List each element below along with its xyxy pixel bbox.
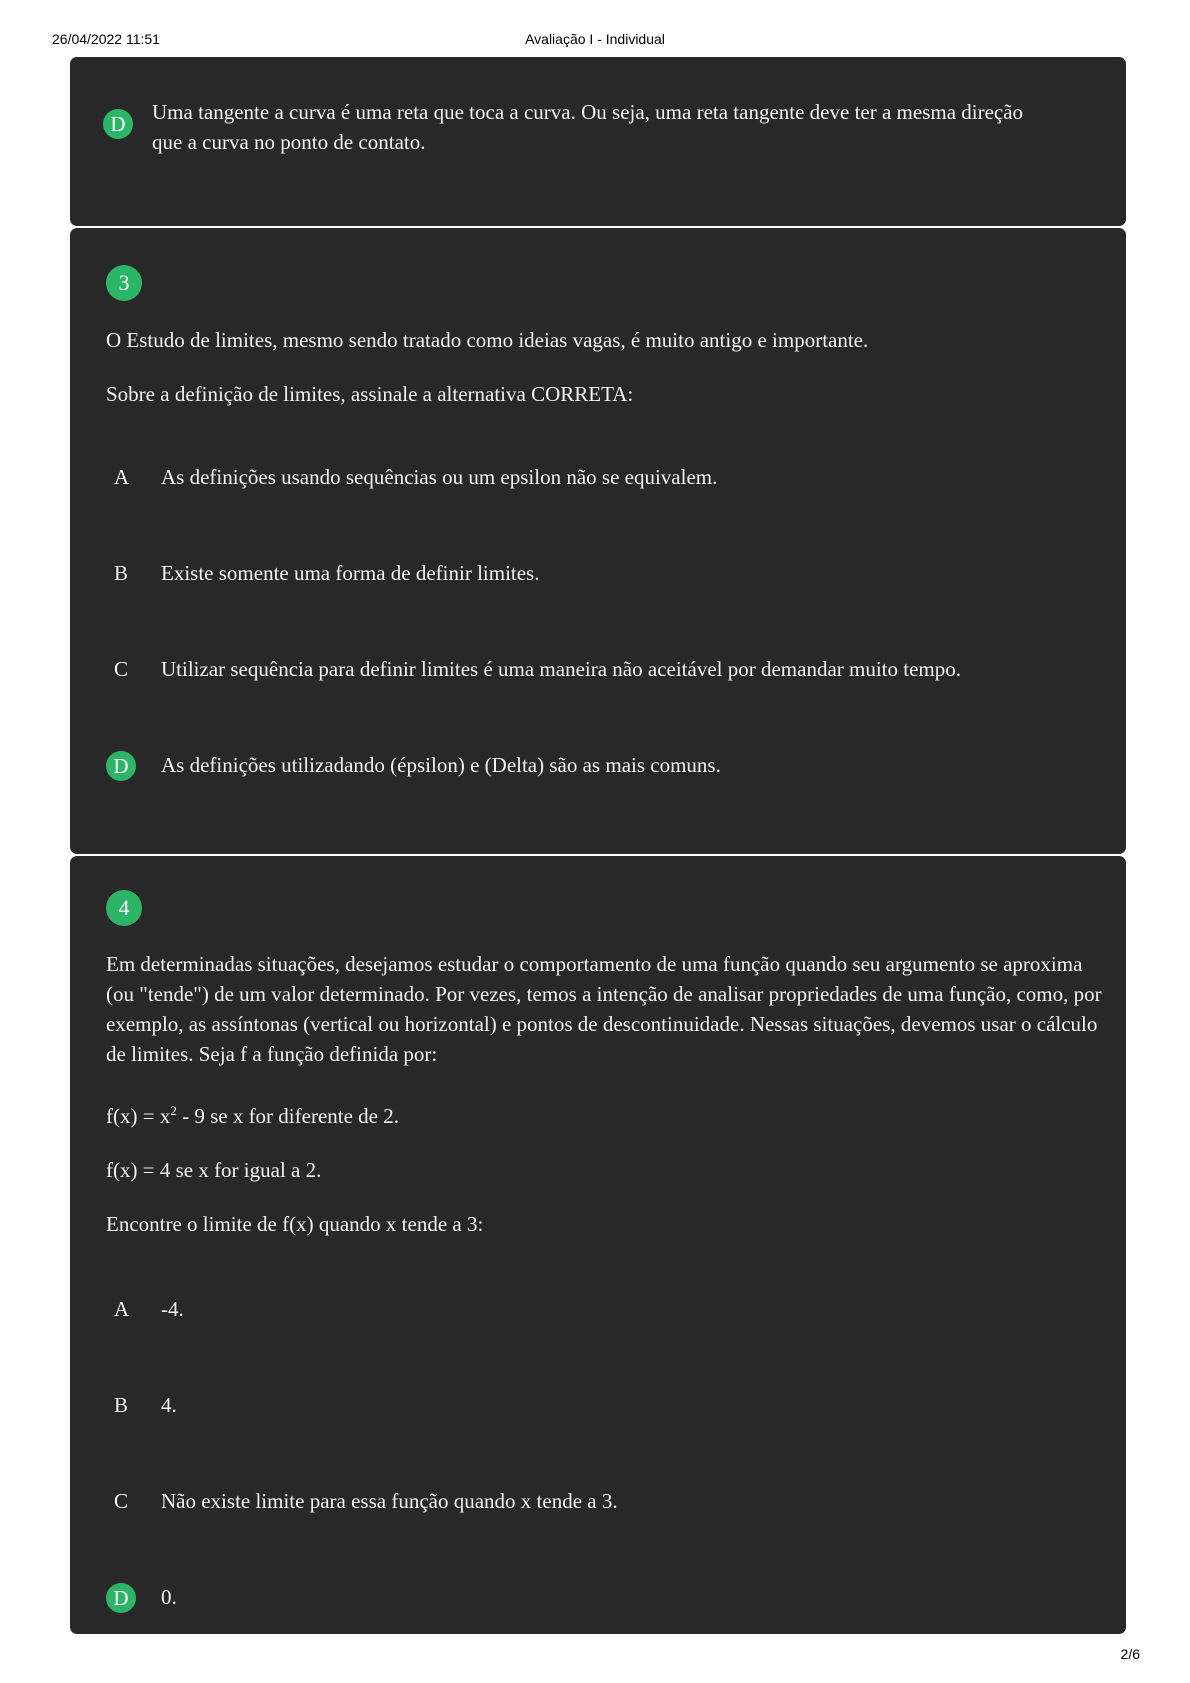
equation-2: f(x) = 4 se x for igual a 2. [106,1158,322,1182]
question-4-card [70,856,1126,1634]
print-title: Avaliação I - Individual [525,31,665,47]
option-text: -4. [161,1297,184,1321]
option-letter: B [114,561,129,585]
question-prompt: Sobre a definição de limites, assinale a alternativa CORRETA: [106,382,634,406]
option-text: Utilizar sequência para definir limites é uma maneira não aceitável por demandar muito tempo. [161,657,962,681]
option-letter: C [114,1489,129,1513]
option-text: Existe somente uma forma de definir limites. [161,561,540,585]
option-text: As definições usando sequências ou um epsilon não se equivalem. [161,465,718,489]
question-statement: O Estudo de limites, mesmo sendo tratado como ideias vagas, é muito antigo e importante. [106,328,869,352]
equation-1 [106,1101,1096,1131]
print-date: 26/04/2022 11:51 [52,31,160,47]
question-number-badge: 4 [106,890,142,926]
equation-1-exponent: 2 [170,1103,177,1118]
option-d-text: Uma tangente a curva é uma reta que toca a curva. Ou seja, uma reta tangente deve ter a mesma direção que a curva no ponto de contato. [152,100,1024,154]
selected-option-badge: D [106,751,136,781]
equation-1-prefix: f(x) = x [106,1104,171,1128]
option-text: Não existe limite para essa função quando x tende a 3. [161,1489,618,1513]
option-text: 4. [161,1393,177,1417]
option-letter: B [114,1393,129,1417]
option-text: 0. [161,1585,177,1609]
question-statement: Em determinadas situações, desejamos estudar o comportamento de uma função quando seu argumento se aproxima (ou "tende") de um valor determinado. Por vezes, temos a intenção de analisar propriedades de uma função, como, por exemplo, as assíntonas (vertical ou horizontal) e pontos de descontinuidade. Nessas situações, devemos usar o cálculo de limites. Seja f a função definida por: [106,952,1102,1066]
question-prompt: Encontre o limite de f(x) quando x tende a 3: [106,1212,484,1236]
option-letter: A [114,1297,130,1321]
option-letter: C [114,657,129,681]
question-3-card [70,228,1126,854]
question-2-continuation-card [70,57,1126,226]
option-letter: A [114,465,130,489]
question-number-badge: 3 [106,265,142,301]
page-number: 2/6 [1120,1646,1140,1662]
selected-answer-badge[interactable]: D [103,109,133,139]
selected-option-badge: D [106,1583,136,1613]
equation-1-suffix: - 9 se x for diferente de 2. [176,1104,399,1128]
option-text: As definições utilizadando (épsilon) e (Delta) são as mais comuns. [161,753,721,777]
